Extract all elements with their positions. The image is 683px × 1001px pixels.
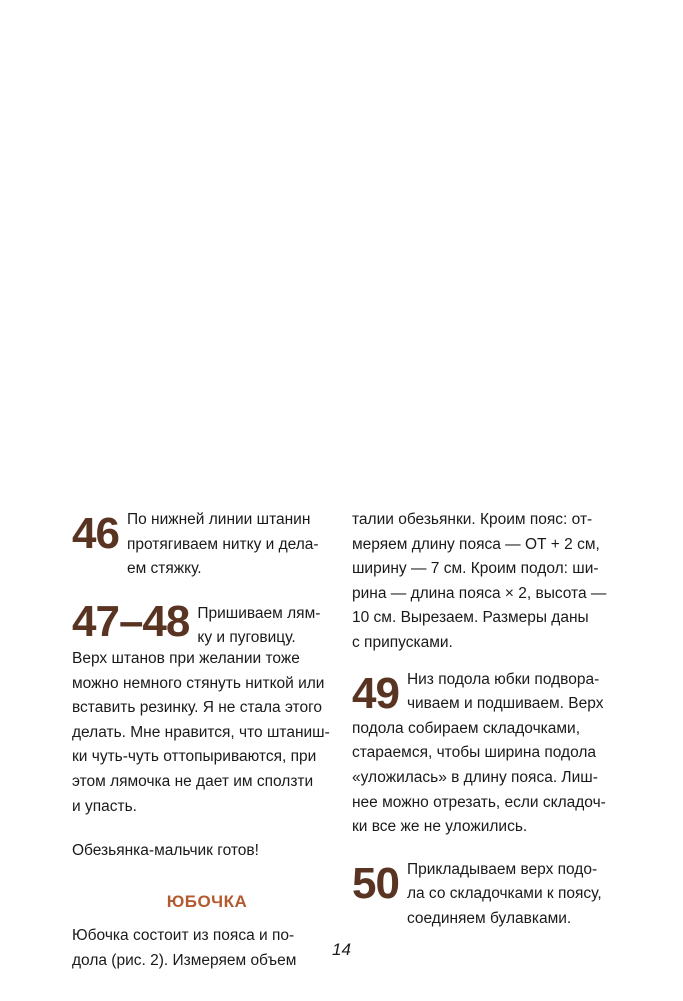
text-line: нее можно отрезать, если складоч- xyxy=(352,793,606,811)
text-line: ку и пуговицу. xyxy=(197,629,296,647)
text-line: «уложилась» в длину пояса. Лиш- xyxy=(352,768,598,786)
text-line: талии обезьянки. Кроим пояс: от- xyxy=(352,511,593,528)
text-line: ки все же не уложились. xyxy=(352,818,528,836)
step-49-head xyxy=(352,668,614,717)
step-text-continued xyxy=(352,717,614,840)
right-column xyxy=(352,508,614,946)
text-line: Верх штанов при желании тоже xyxy=(72,649,300,667)
step-number: 50 xyxy=(352,858,399,908)
done-text: Обезьянка-мальчик готов! xyxy=(72,842,259,860)
page-number: 14 xyxy=(332,940,351,959)
text-line: ширину — 7 см. Кроим подол: ши- xyxy=(352,560,599,578)
step-number: 47–48 xyxy=(72,596,190,646)
step-text xyxy=(407,668,614,717)
text-line: Пришиваем лям- xyxy=(197,604,321,622)
skirt-intro-continued xyxy=(352,508,614,656)
step-46-head xyxy=(72,508,342,582)
text-line: ки чуть-чуть оттопыриваются, при xyxy=(72,748,317,766)
step-text xyxy=(407,858,614,932)
step-text-continued xyxy=(72,647,342,819)
step-text xyxy=(197,602,342,651)
text-line: соединяем булавками. xyxy=(406,909,572,927)
text-line: ла со складочками к поясу, xyxy=(406,885,602,903)
step-47-48 xyxy=(72,596,342,819)
text-line: Юбочка состоит из пояса и по- xyxy=(72,927,295,945)
text-line: рина — длина пояса × 2, высота — xyxy=(352,584,607,602)
text-line: и упасть. xyxy=(72,797,137,815)
text-line: с припусками. xyxy=(352,633,453,651)
text-line: вставить резинку. Я не стала этого xyxy=(72,699,323,717)
text-line: дола (рис. 2). Измеряем объем xyxy=(72,951,297,969)
text-line: протягиваем нитку и дела- xyxy=(126,535,319,553)
step-text xyxy=(127,508,342,582)
text-line: ем стяжку. xyxy=(126,560,202,578)
step-46 xyxy=(72,508,342,582)
section-title: ЮБОЧКА xyxy=(166,891,248,911)
text-line: подола собираем складочками, xyxy=(352,719,581,737)
text-line: 10 см. Вырезаем. Размеры даны xyxy=(352,609,589,627)
text-line: Прикладываем верх подо- xyxy=(406,860,598,878)
text-line: Низ подола юбки подвора- xyxy=(406,670,600,688)
text-line: По нижней линии штанин xyxy=(126,511,311,528)
step-number: 46 xyxy=(72,509,119,558)
text-line: стараемся, чтобы ширина подола xyxy=(352,744,597,762)
step-47-48-head xyxy=(72,596,342,651)
step-50 xyxy=(352,858,614,932)
step-number: 49 xyxy=(352,668,399,718)
step-50-head xyxy=(352,858,614,932)
text-line: можно немного стянуть ниткой или xyxy=(72,674,325,692)
text-line: меряем длину пояса — ОТ + 2 см, xyxy=(352,535,600,553)
text-line: делать. Мне нравится, что штаниш- xyxy=(72,723,330,741)
left-column xyxy=(72,508,342,988)
text-line: этом лямочка не дает им сползти xyxy=(72,772,314,790)
text-line: чиваем и подшиваем. Верх xyxy=(406,695,604,713)
step-49 xyxy=(352,668,614,840)
